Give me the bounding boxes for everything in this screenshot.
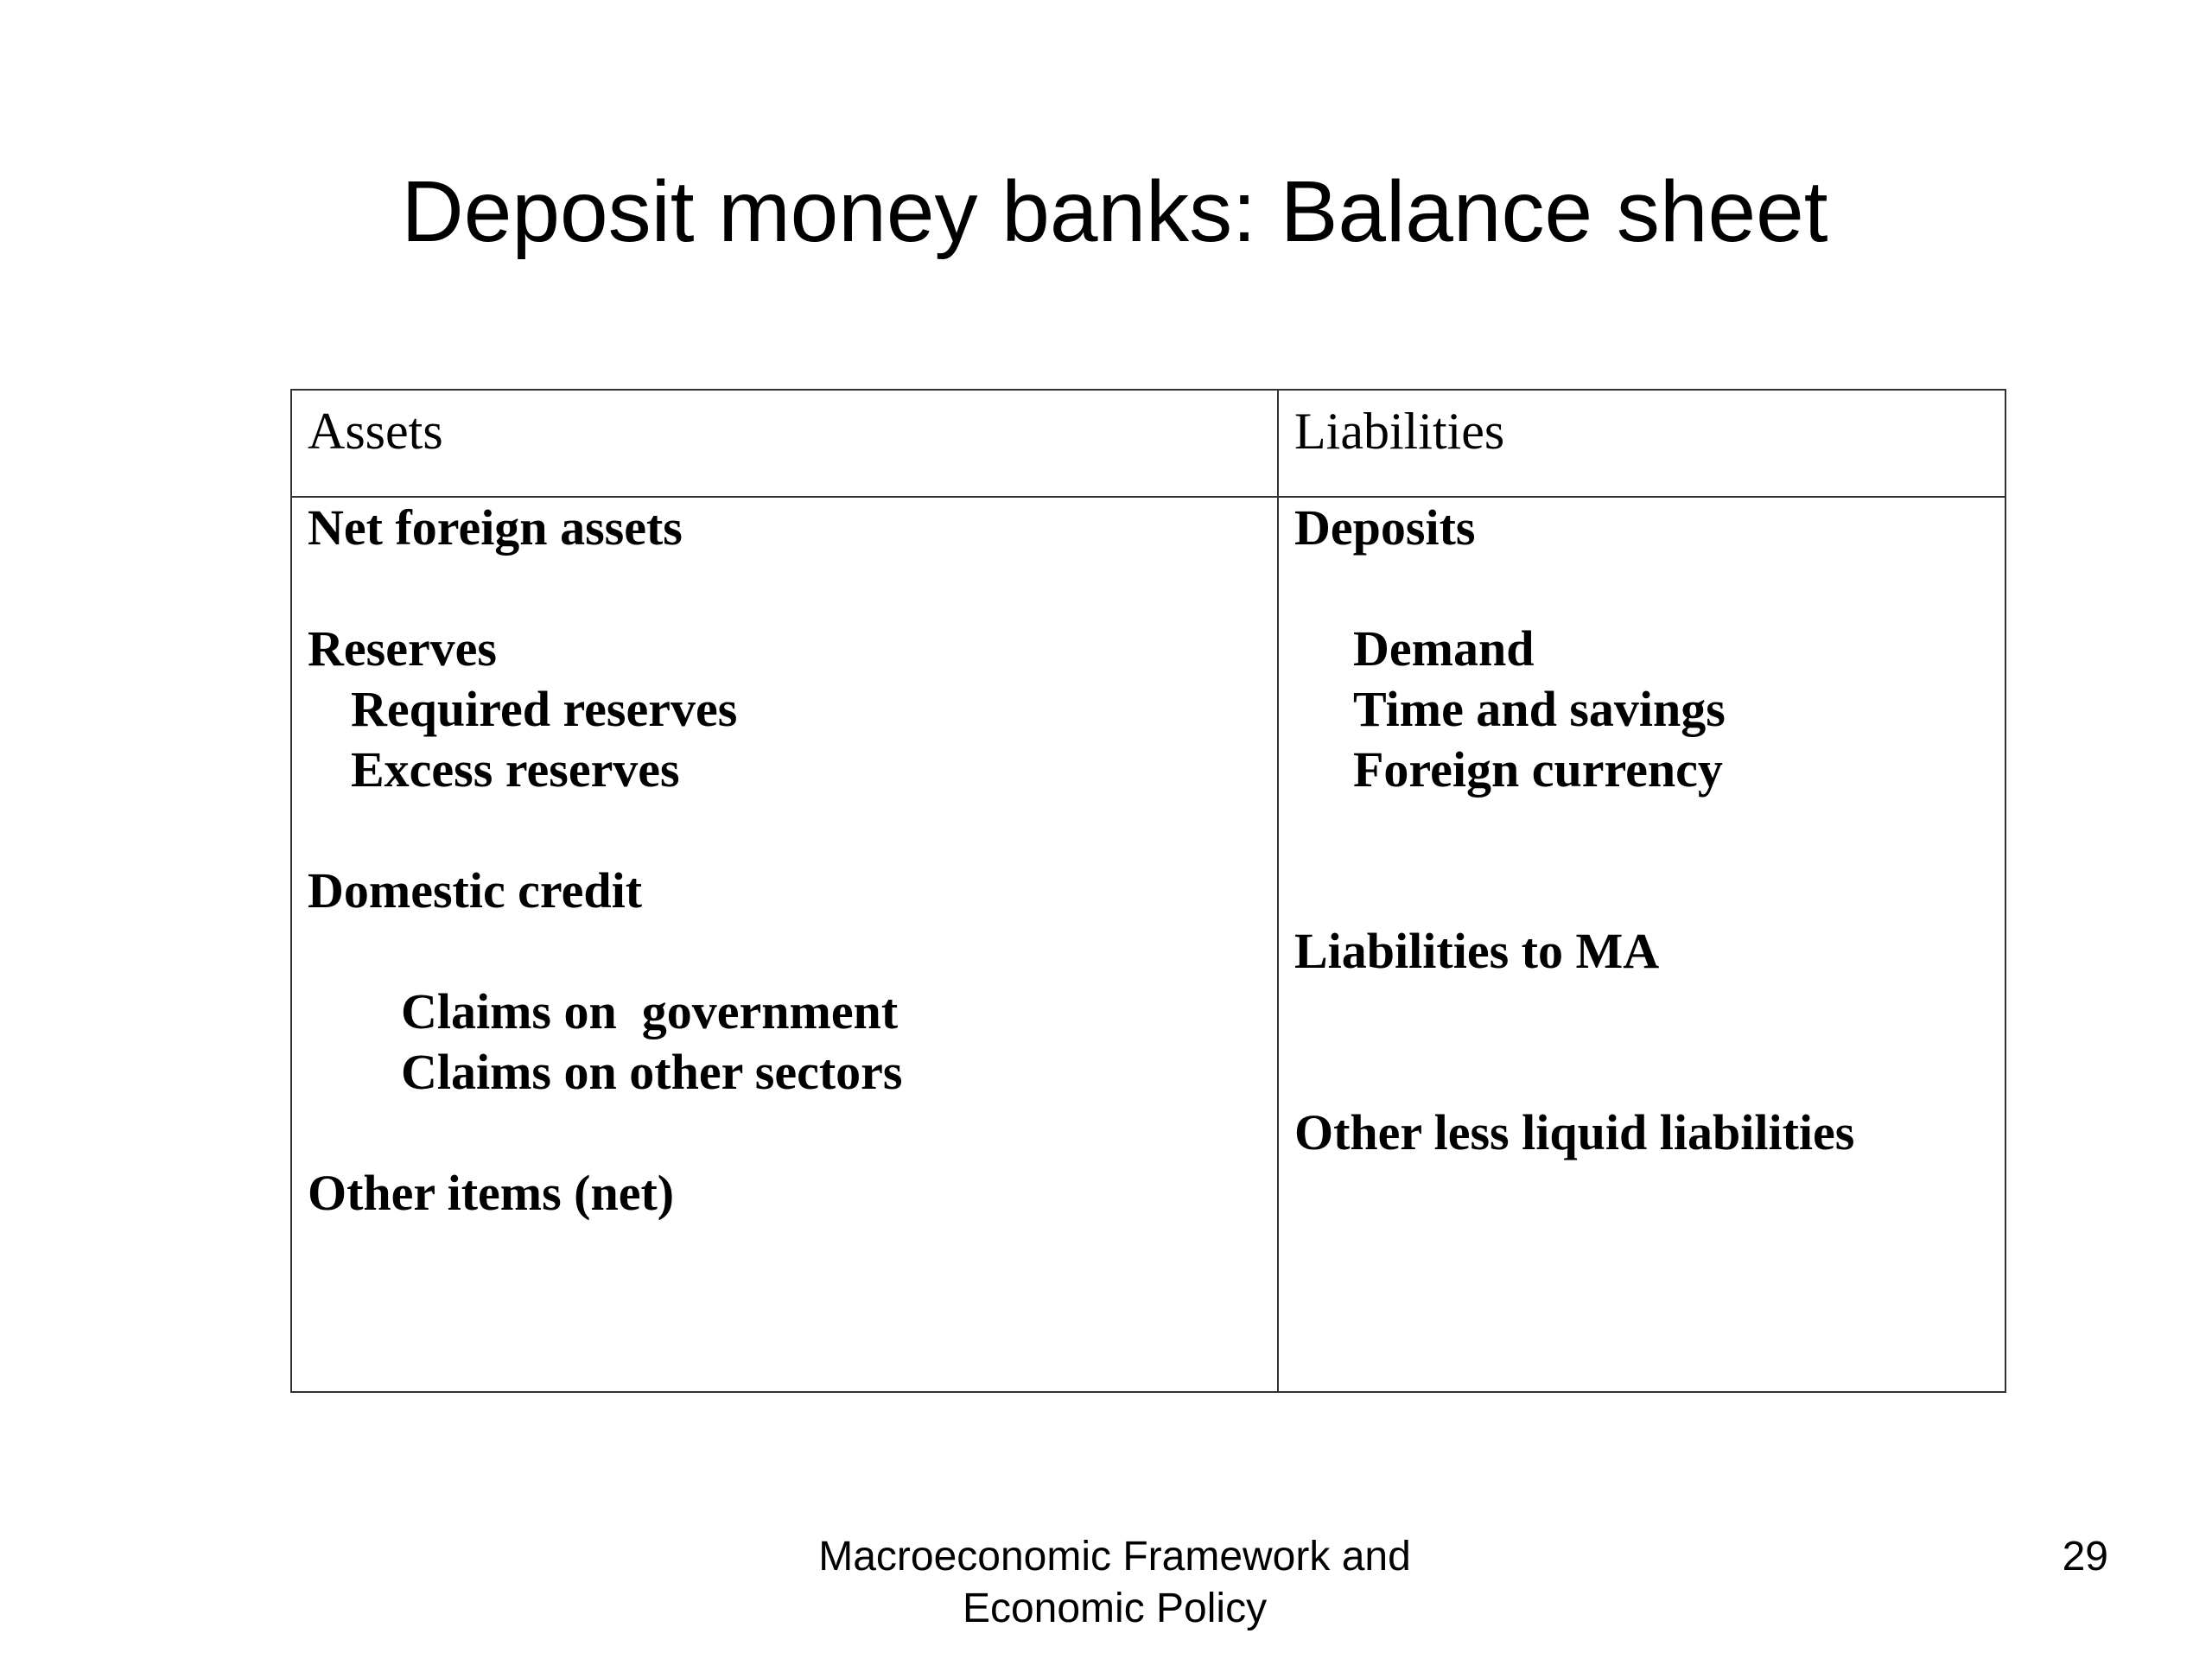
other-items-net-item: Other items (net)	[308, 1165, 675, 1221]
claims-on-other-sectors-item: Claims on other sectors	[401, 1044, 903, 1100]
reserves-item: Reserves	[308, 620, 498, 677]
deposits-item: Deposits	[1294, 499, 1476, 556]
footer-line-1: Macroeconomic Framework and	[818, 1534, 1411, 1580]
other-less-liquid-liabilities-item: Other less liquid liabilities	[1294, 1104, 1855, 1160]
balance-sheet-table	[290, 389, 2006, 1393]
table-header-row	[291, 390, 2005, 497]
footer	[804, 1531, 1426, 1635]
liabilities-to-ma-item: Liabilities to MA	[1294, 923, 1660, 979]
assets-header: Assets	[291, 390, 1278, 497]
footer-line-2: Economic Policy	[962, 1586, 1268, 1631]
time-and-savings-item: Time and savings	[1353, 681, 1726, 737]
slide-title: Deposit money banks: Balance sheet	[401, 163, 1828, 260]
domestic-credit-item: Domestic credit	[308, 862, 643, 918]
liabilities-column	[1278, 497, 2005, 1392]
page-number: 29	[2062, 1534, 2108, 1580]
assets-column	[291, 497, 1278, 1392]
net-foreign-assets-item: Net foreign assets	[308, 499, 683, 556]
foreign-currency-item: Foreign currency	[1353, 741, 1723, 798]
liabilities-header: Liabilities	[1278, 390, 2005, 497]
table-body-row	[291, 497, 2005, 1392]
required-reserves-item: Required reserves	[351, 681, 738, 737]
excess-reserves-item: Excess reserves	[351, 741, 680, 798]
claims-on-government-item: Claims on government	[401, 983, 899, 1039]
demand-item: Demand	[1353, 620, 1535, 677]
